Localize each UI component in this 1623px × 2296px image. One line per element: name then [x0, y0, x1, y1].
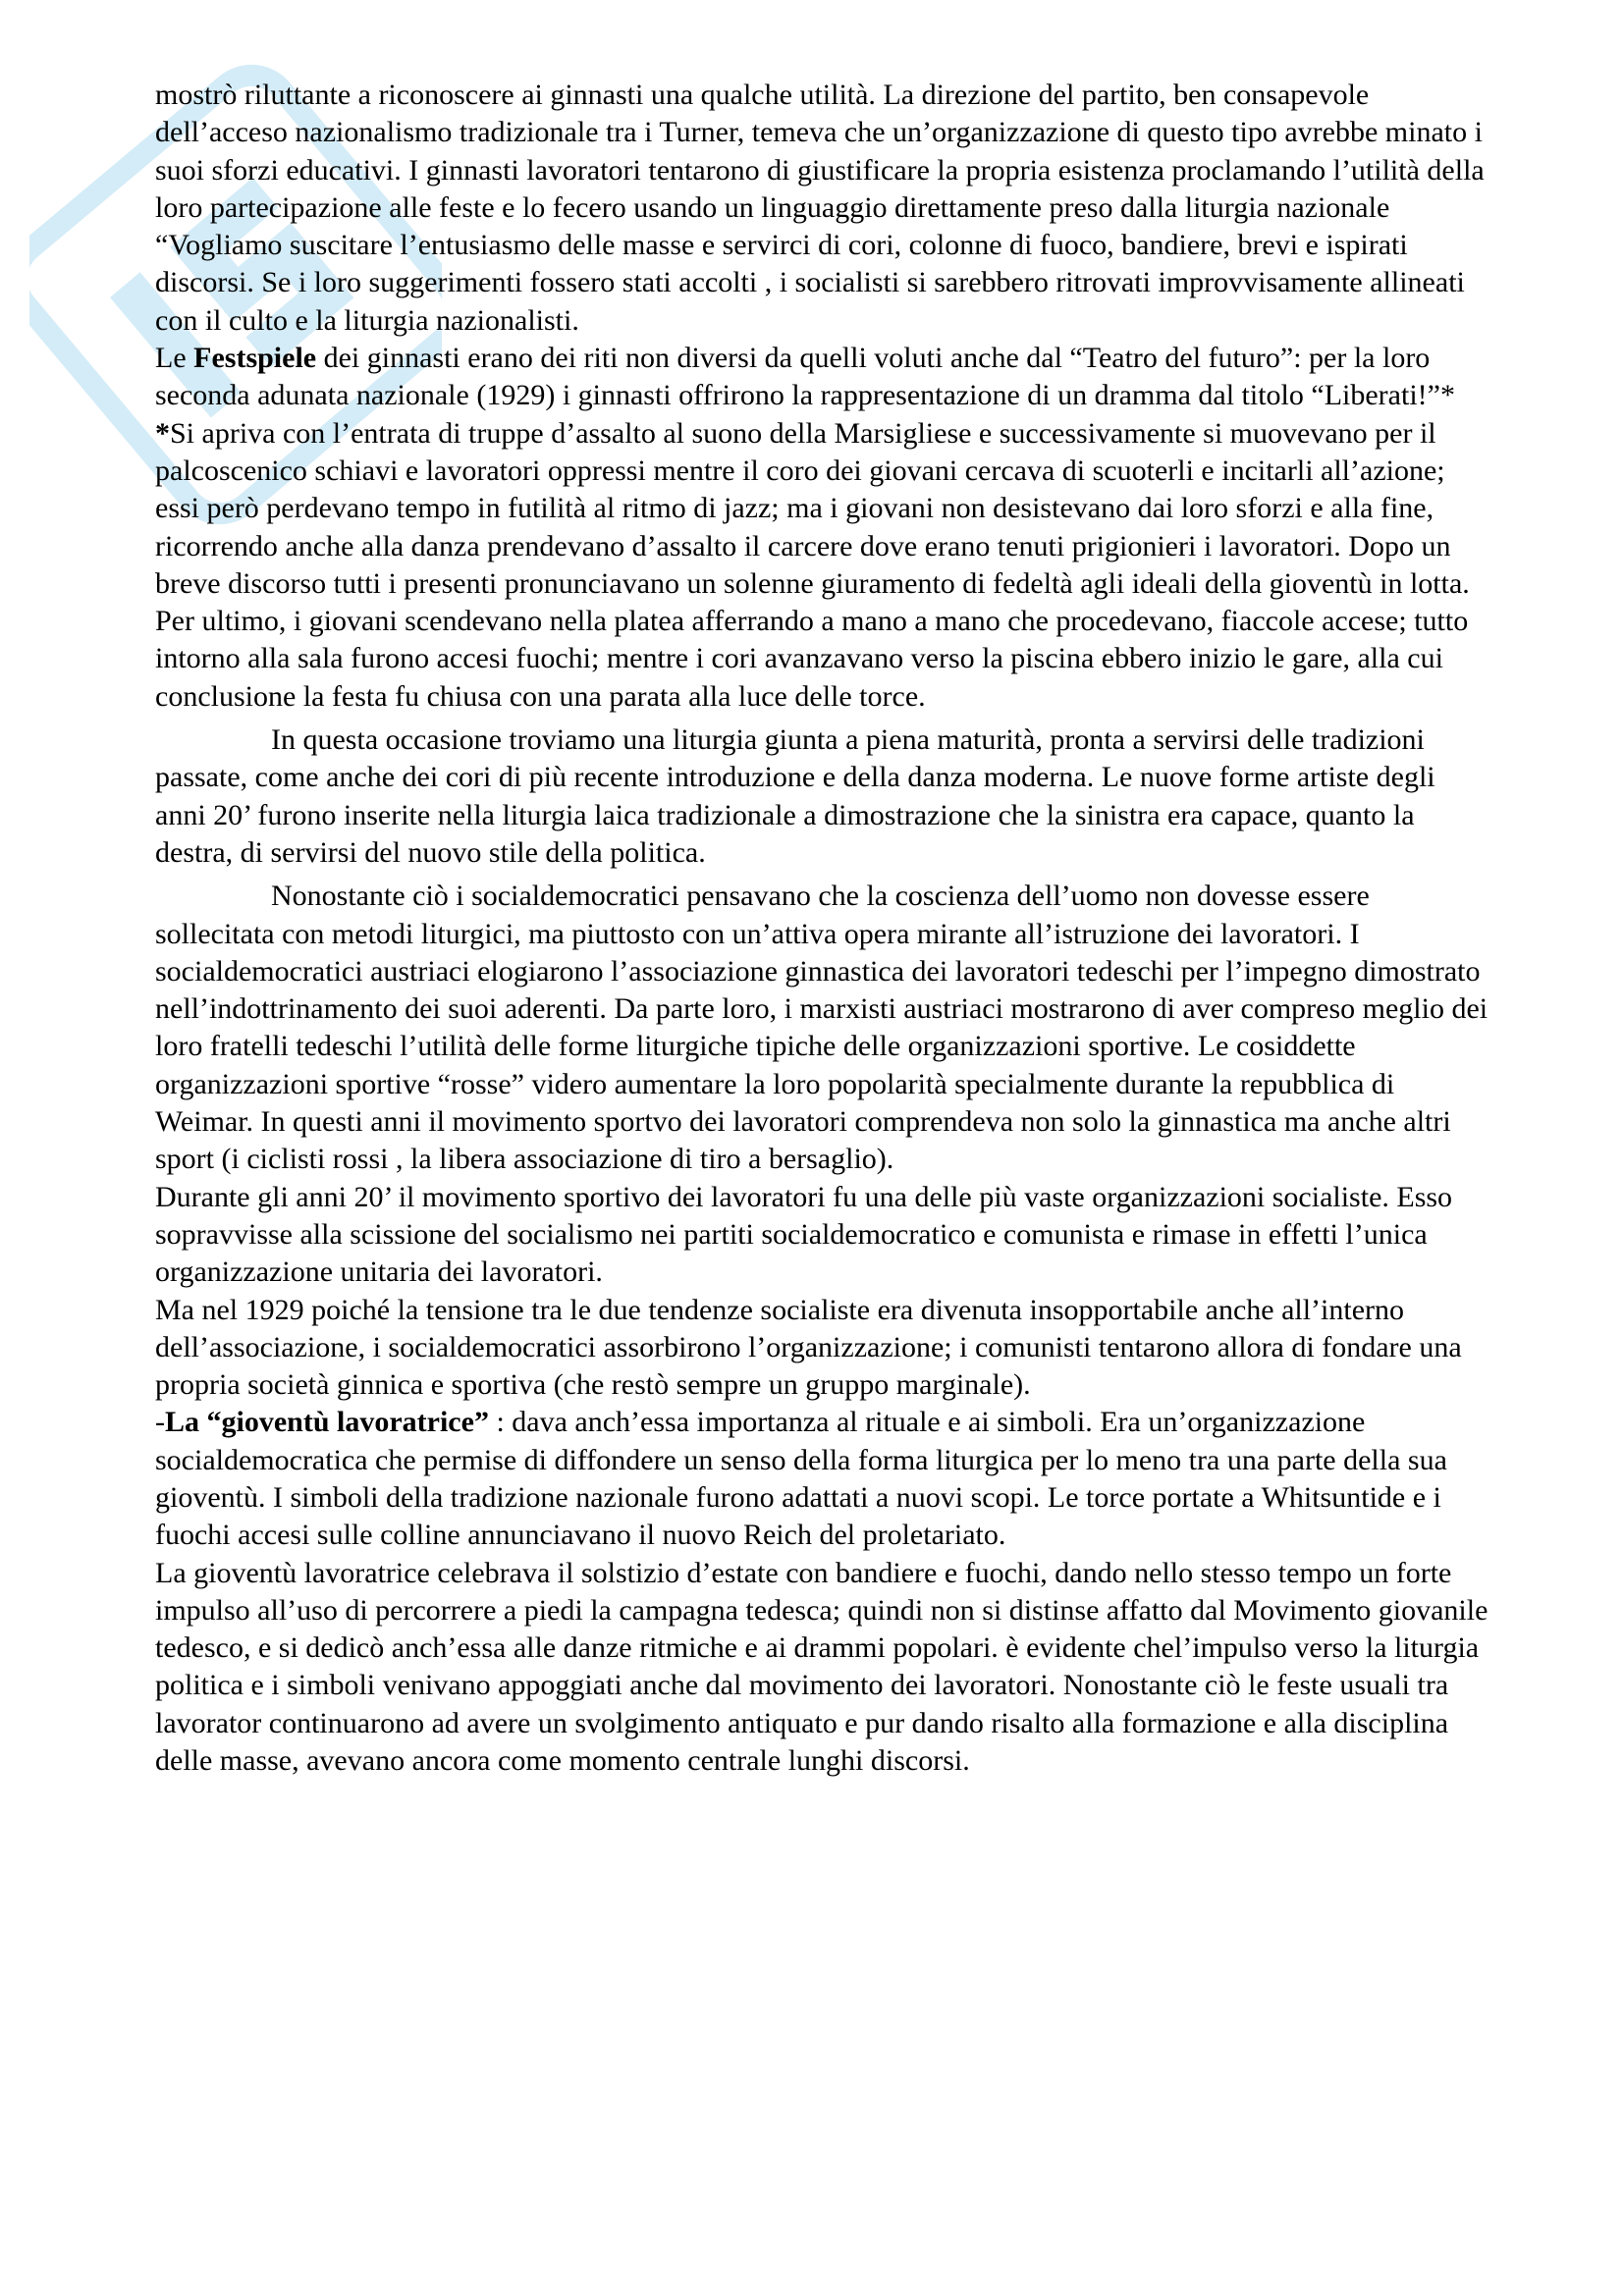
paragraph-footnote [155, 415, 1490, 716]
document-body [155, 77, 1490, 1780]
paragraph-festspiele [155, 340, 1490, 415]
gioventu-term: La “gioventù lavoratrice” [165, 1406, 489, 1439]
paragraph-1 [155, 77, 1490, 340]
paragraph-solstizio-text: La gioventù lavoratrice celebrava il solstizio d’estate con bandiere e fuochi, dando nello stesso tempo un forte impulso all’uso di percorrere a piedi la campagna tedesca; quindi non si distinse affatto dal Movimento giovanile tedesco, e si dedicò anch’essa alle danze ritmiche e ai drammi popolari. è evidente chel’impulso verso la liturgia politica e i simboli venivano appoggiati anche dal movimento dei lavoratori. Nonostante ciò le feste usuali tra lavorator continuarono ad avere un svolgimento antiquato e pur dando risalto alla formazione e alla disciplina delle masse, avevano ancora come momento centrale lunghi discorsi. [155, 1556, 1488, 1778]
paragraph-festspiele-lead: Le [155, 342, 194, 375]
paragraph-festspiele-text: dei ginnasti erano dei riti non diversi da quelli voluti anche dal “Teatro del futuro”: per la loro seconda adunata nazionale (1929) i ginnasti offrirono la rappresentazione di un dramma dal titolo “Liberati!”* [155, 342, 1455, 412]
paragraph-gioventu-text: : dava anch’essa importanza al rituale e ai simboli. Era un’organizzazione socialdemocratica che permise di diffondere un senso della forma liturgica per lo meno tra una parte della sua gioventù. I simboli della tradizione nazionale furono adattati a nuovi scopi. Le torce portate a Whitsuntide e i fuochi accesi sulle colline annunciavano il nuovo Reich del proletariato. [155, 1406, 1447, 1552]
paragraph-liturgia [155, 721, 1490, 872]
paragraph-1929 [155, 1292, 1490, 1405]
paragraph-gioventu [155, 1404, 1490, 1554]
paragraph-anni-20 [155, 1179, 1490, 1292]
paragraph-anni-20-text: Durante gli anni 20’ il movimento sportivo dei lavoratori fu una delle più vaste organizzazioni socialiste. Esso sopravvisse alla scissione del socialismo nei partiti socialdemocratico e comunista e rimase in effetti l’unica organizzazione unitaria dei lavoratori. [155, 1180, 1453, 1289]
paragraph-gioventu-dash: - [155, 1406, 165, 1439]
paragraph-liturgia-text: In questa occasione troviamo una liturgia giunta a piena maturità, pronta a servirsi delle tradizioni passate, come anche dei cori di più recente introduzione e della danza moderna. Le nuove forme artiste degli anni 20’ furono inserite nella liturgia laica tradizionale a dimostrazione che la sinistra era capace, quanto la destra, di servirsi del nuovo stile della politica. [155, 723, 1435, 869]
paragraph-1-text: mostrò riluttante a riconoscere ai ginnasti una qualche utilità. La direzione del partito, ben consapevole dell’acceso nazionalismo tradizionale tra i Turner, temeva che un’organizzazione di questo tipo avrebbe minato i suoi sforzi educativi. I ginnasti lavoratori tentarono di giustificare la propria esistenza proclamando l’utilità della loro partecipazione alle feste e lo fecero usando un linguaggio direttamente preso dalla liturgia nazionale “Vogliamo suscitare l’entusiasmo delle masse e servirci di cori, colonne di fuoco, bandiere, brevi e ispirati discorsi. Se i loro suggerimenti fossero stati accolti , i socialisti si sarebbero ritrovati improvvisamente allineati con il culto e la liturgia nazionalisti. [155, 79, 1485, 337]
paragraph-socialdemocratici [155, 878, 1490, 1178]
footnote-asterisk: * [155, 416, 170, 450]
paragraph-socialdemocratici-text: Nonostante ciò i socialdemocratici pensavano che la coscienza dell’uomo non dovesse essere sollecitata con metodi liturgici, ma piuttosto con un’attiva opera mirante all’istruzione dei lavoratori. I socialdemocratici austriaci elogiarono l’associazione ginnastica dei lavoratori tedeschi per l’impegno dimostrato nell’indottrinamento dei suoi aderenti. Da parte loro, i marxisti austriaci mostrarono di aver compreso meglio dei loro fratelli tedeschi l’utilità delle forme liturgiche tipiche delle organizzazioni sportive. Le cosiddette organizzazioni sportive “rosse” videro aumentare la loro popolarità specialmente durante la repubblica di Weimar. In questi anni il movimento sportvo dei lavoratori comprendeva non solo la ginnastica ma anche altri sport (i ciclisti rossi , la libera associazione di tiro a bersaglio). [155, 880, 1488, 1176]
paragraph-solstizio [155, 1555, 1490, 1781]
festspiele-term: Festspiele [193, 342, 317, 375]
paragraph-1929-text: Ma nel 1929 poiché la tensione tra le due tendenze socialiste era divenuta insopportabile anche all’interno dell’associazione, i socialdemocratici assorbirono l’organizzazione; i comunisti tentarono allora di fondare una propria società ginnica e sportiva (che restò sempre un gruppo marginale). [155, 1293, 1462, 1402]
paragraph-footnote-text: Si apriva con l’entrata di truppe d’assalto al suono della Marsigliese e successivamente si muovevano per il palcoscenico schiavi e lavoratori oppressi mentre il coro dei giovani cercava di scuoterli e incitarli all’azione; essi però perdevano tempo in futilità al ritmo di jazz; ma i giovani non desistevano dai loro sforzi e alla fine, ricorrendo anche alla danza prendevano d’assalto il carcere dove erano tenuti prigionieri i lavoratori. Dopo un breve discorso tutti i presenti pronunciavano un solenne giuramento di fedeltà agli ideali della gioventù in lotta. Per ultimo, i giovani scendevano nella platea afferrando a mano a mano che procedevano, fiaccole accese; tutto intorno alla sala furono accesi fuochi; mentre i cori avanzavano verso la piscina ebbero inizio le gare, alla cui conclusione la festa fu chiusa con una parata alla luce delle torce. [155, 416, 1470, 713]
